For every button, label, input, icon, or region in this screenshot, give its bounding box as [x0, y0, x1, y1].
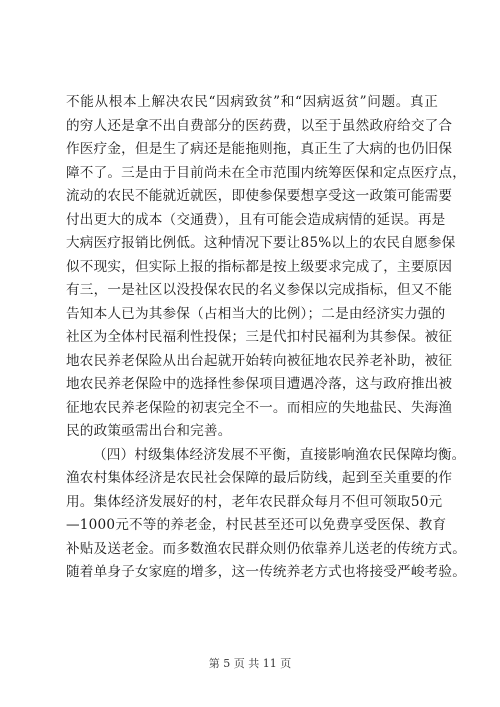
text-line: 渔农村集体经济是农民社会保障的最后防线，起到至关重要的作 [66, 470, 453, 486]
document-body [66, 91, 467, 585]
text-line: —1000元不等的养老金，村民甚至还可以免费享受医保、教育 [66, 517, 447, 533]
text-line: 征地农民养老保险的初衷完全不一。而相应的失地盐民、失海渔 [66, 399, 453, 416]
text-line: 用。集体经济发展好的村，老年农民群众每月不但可领取50元 [66, 493, 443, 510]
text-line: 的穷人还是拿不出自费部分的医药费，以至于虽然政府给交了合 [66, 117, 453, 134]
page-number-footer: 第 5 页 共 11 页 [208, 657, 292, 670]
text-line: 流动的农民不能就近就医，即使参保要想享受这一政策可能需要 [66, 188, 453, 204]
text-line: 有三，一是社区以没投保农民的名义参保以完成指标，但又不能 [66, 282, 453, 298]
text-line: 付出更大的成本（交通费），且有可能会造成病情的延误。再是 [66, 211, 446, 228]
text-line: 大病医疗报销比例低。这种情况下要让85%以上的农民自愿参保 [66, 235, 456, 251]
text-line: 地农民养老保险从出台起就开始转向被征地农民养老补助，被征 [66, 352, 453, 369]
text-line: 补贴及送老金。而多数渔农民群众则仍依靠养儿送老的传统方式。 [66, 540, 467, 557]
text-line: 不能从根本上解决农民“因病致贫”和“因病返贫”问题。真正 [66, 94, 438, 110]
text-line: 社区为全体村民福利性投保；三是代扣村民福利为其参保。被征 [66, 329, 453, 345]
text-line: 地农民养老保险中的选择性参保项目遭遇冷落，这与政府推出被 [66, 376, 453, 392]
text-line: 作医疗金，但是生了病还是能拖则拖，真正生了大病的也仍旧保 [66, 141, 453, 157]
text-line: 似不现实，但实际上报的指标都是按上级要求完成了，主要原因 [66, 258, 453, 275]
section-heading-line: （四）村级集体经济发展不平衡，直接影响渔农民保障均衡。 [93, 446, 466, 463]
text-line: 障不了。三是由于目前尚未在全市范围内统筹医保和定点医疗点， [66, 164, 467, 181]
text-line: 告知本人已为其参保（占相当大的比例）；二是由经济实力强的 [66, 305, 446, 322]
text-line: 民的政策亟需出台和完善。 [66, 423, 232, 439]
text-line: 随着单身子女家庭的增多，这一传统养老方式也将接受严峻考验。 [66, 564, 467, 580]
